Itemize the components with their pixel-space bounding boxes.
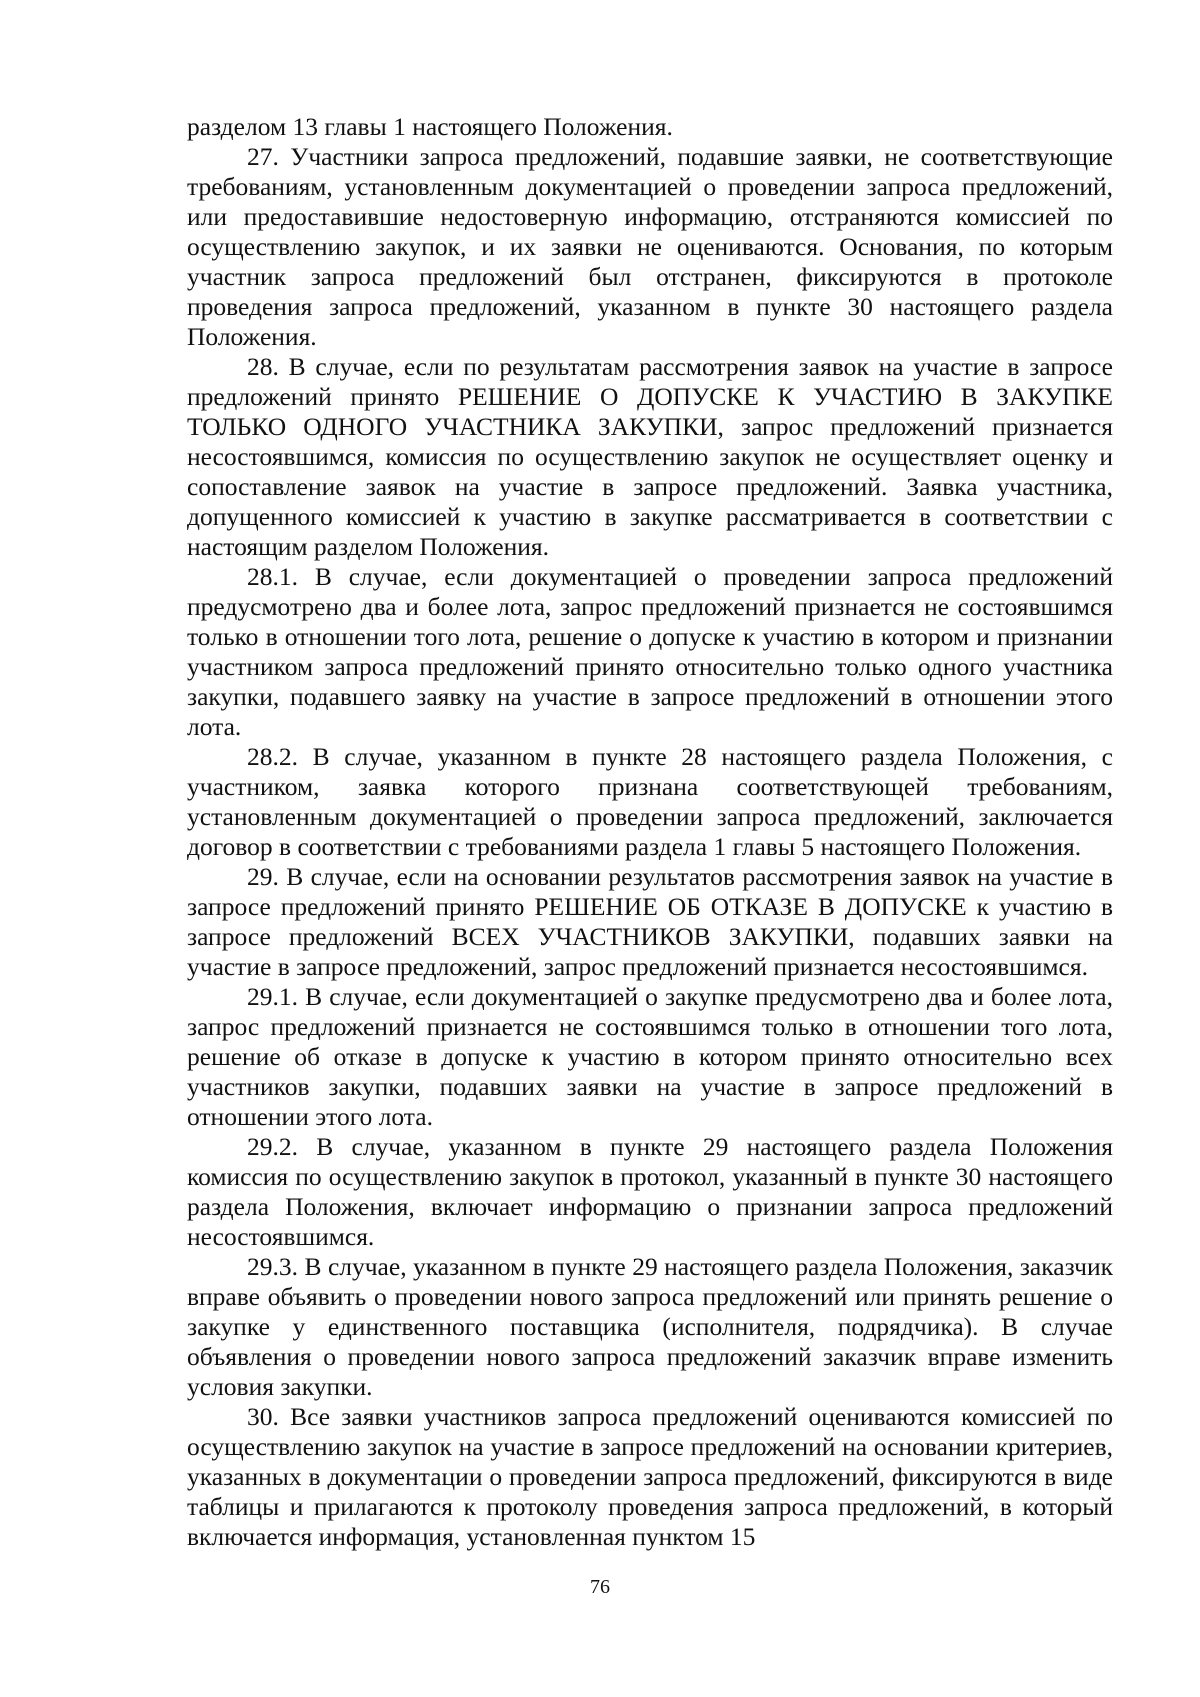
page-number: 76 [590, 1576, 610, 1598]
paragraph-27: 27. Участники запроса предложений, подавшие заявки, не соответствующие требованиям, установленным документацией о проведении запроса предложений, или предоставившие недостоверную информацию, отстраняются комиссией по осуществлению закупок, и их заявки не оцениваются. Основания, по которым участник запроса предложений был отстранен, фиксируются в протоколе проведения запроса предложений, указанном в пункте 30 настоящего раздела Положения. [187, 142, 1113, 351]
paragraph-29: 29. В случае, если на основании результатов рассмотрения заявок на участие в запросе предложений принято РЕШЕНИЕ ОБ ОТКАЗЕ В ДОПУСКЕ к участию в запросе предложений ВСЕХ УЧАСТНИКОВ ЗАКУПКИ, подавших заявки на участие в запросе предложений, запрос предложений признается несостоявшимся. [187, 862, 1113, 981]
paragraph-29-2: 29.2. В случае, указанном в пункте 29 настоящего раздела Положения комиссия по осуществлению закупок в протокол, указанный в пункте 30 настоящего раздела Положения, включает информацию о признании запроса предложений несостоявшимся. [187, 1132, 1113, 1251]
paragraph-28: 28. В случае, если по результатам рассмотрения заявок на участие в запросе предложений принято РЕШЕНИЕ О ДОПУСКЕ К УЧАСТИЮ В ЗАКУПКЕ ТОЛЬКО ОДНОГО УЧАСТНИКА ЗАКУПКИ, запрос предложений признается несостоявшимся, комиссия по осуществлению закупок не осуществляет оценку и сопоставление заявок на участие в запросе предложений. Заявка участника, допущенного комиссией к участию в закупке рассматривается в соответствии с настоящим разделом Положения. [187, 352, 1113, 561]
paragraph-28-2: 28.2. В случае, указанном в пункте 28 настоящего раздела Положения, с участником, заявка которого признана соответствующей требованиям, установленным документацией о проведении запроса предложений, заключается договор в соответствии с требованиями раздела 1 главы 5 настоящего Положения. [187, 742, 1113, 861]
paragraph-28-1: 28.1. В случае, если документацией о проведении запроса предложений предусмотрено два и более лота, запрос предложений признается не состоявшимся только в отношении того лота, решение о допуске к участию в котором и признании участником запроса предложений принято относительно только одного участника закупки, подавшего заявку на участие в запросе предложений в отношении этого лота. [187, 562, 1113, 741]
document-body [187, 112, 1113, 1552]
paragraph-continuation: разделом 13 главы 1 настоящего Положения. [187, 112, 673, 141]
paragraph-29-1: 29.1. В случае, если документацией о закупке предусмотрено два и более лота, запрос предложений признается не состоявшимся только в отношении того лота, решение об отказе в допуске к участию в котором принято относительно всех участников закупки, подавших заявки на участие в запросе предложений в отношении этого лота. [187, 982, 1113, 1131]
paragraph-29-3: 29.3. В случае, указанном в пункте 29 настоящего раздела Положения, заказчик вправе объявить о проведении нового запроса предложений или принять решение о закупке у единственного поставщика (исполнителя, подрядчика). В случае объявления о проведении нового запроса предложений заказчик вправе изменить условия закупки. [187, 1252, 1113, 1401]
paragraph-30: 30. Все заявки участников запроса предложений оцениваются комиссией по осуществлению закупок на участие в запросе предложений на основании критериев, указанных в документации о проведении запроса предложений, фиксируются в виде таблицы и прилагаются к протоколу проведения запроса предложений, в который включается информация, установленная пунктом 15 [187, 1402, 1113, 1551]
